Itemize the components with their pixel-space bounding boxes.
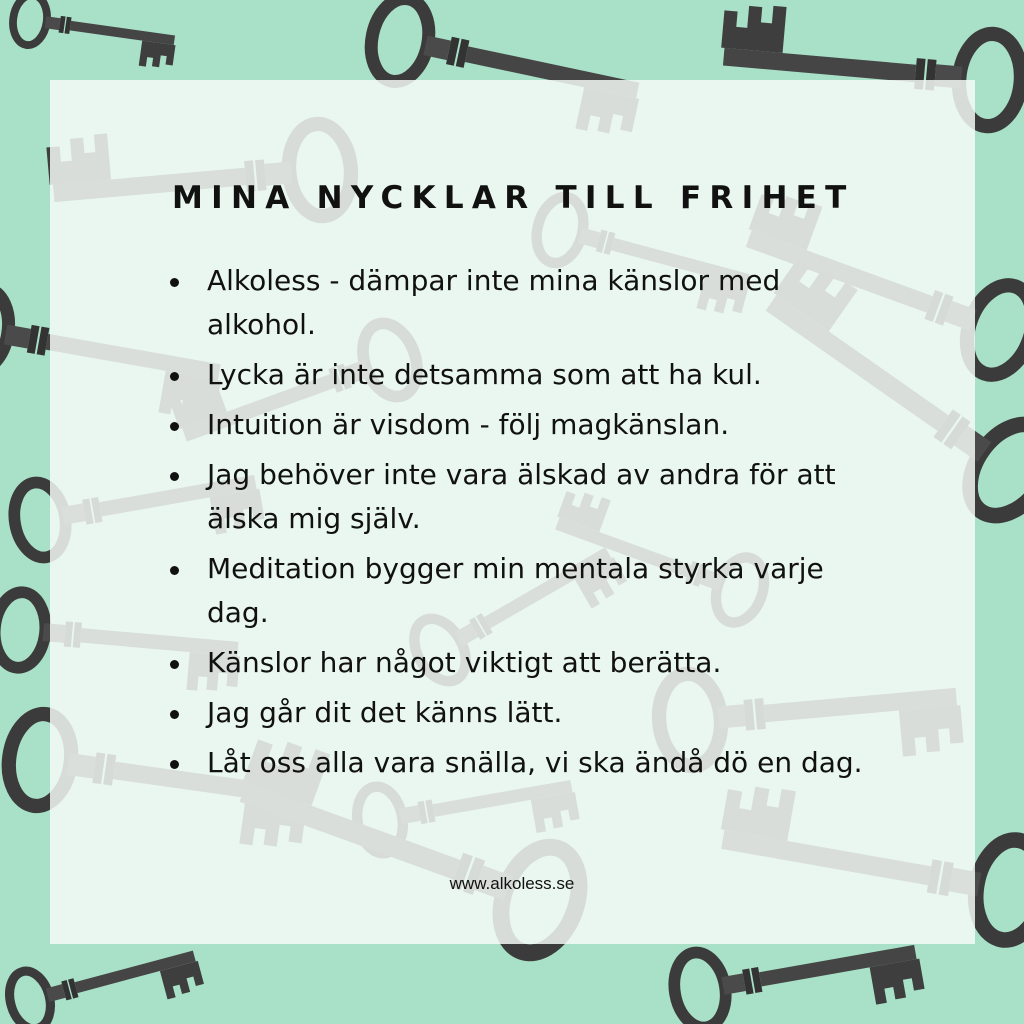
list-item — [167, 453, 867, 541]
list-item — [167, 741, 867, 785]
list-item — [167, 259, 867, 347]
page-title: MINA NYCKLAR TILL FRIHET — [172, 180, 855, 216]
bullet-icon — [170, 566, 179, 575]
keys-list — [167, 259, 867, 791]
list-item-text: Intuition är visdom - följ magkänslan. — [207, 408, 730, 441]
vintage-key-icon — [9, 0, 179, 70]
bullet-icon — [170, 760, 179, 769]
list-item-text: Känslor har något viktigt att berätta. — [207, 646, 722, 679]
list-item — [167, 547, 867, 635]
website-url: www.alkoless.se — [449, 874, 575, 893]
list-item — [167, 641, 867, 685]
list-item-text: Jag går dit det känns lätt. — [207, 696, 563, 729]
list-item-text: Jag behöver inte vara älskad av andra för att älska mig själv. — [207, 458, 836, 535]
list-item-text: Lycka är inte detsamma som att ha kul. — [207, 358, 762, 391]
list-item-text: Meditation bygger min mentala styrka varje dag. — [207, 552, 824, 629]
bullet-icon — [170, 372, 179, 381]
list-item-text: Låt oss alla vara snälla, vi ska ändå dö en dag. — [207, 746, 863, 779]
list-item — [167, 691, 867, 735]
list-item — [167, 353, 867, 397]
bullet-icon — [170, 660, 179, 669]
bullet-icon — [170, 278, 179, 287]
list-item — [167, 403, 867, 447]
list-item-text: Alkoless - dämpar inte mina känslor med alkohol. — [207, 264, 781, 341]
bullet-icon — [170, 472, 179, 481]
bullet-icon — [170, 710, 179, 719]
bullet-icon — [170, 422, 179, 431]
